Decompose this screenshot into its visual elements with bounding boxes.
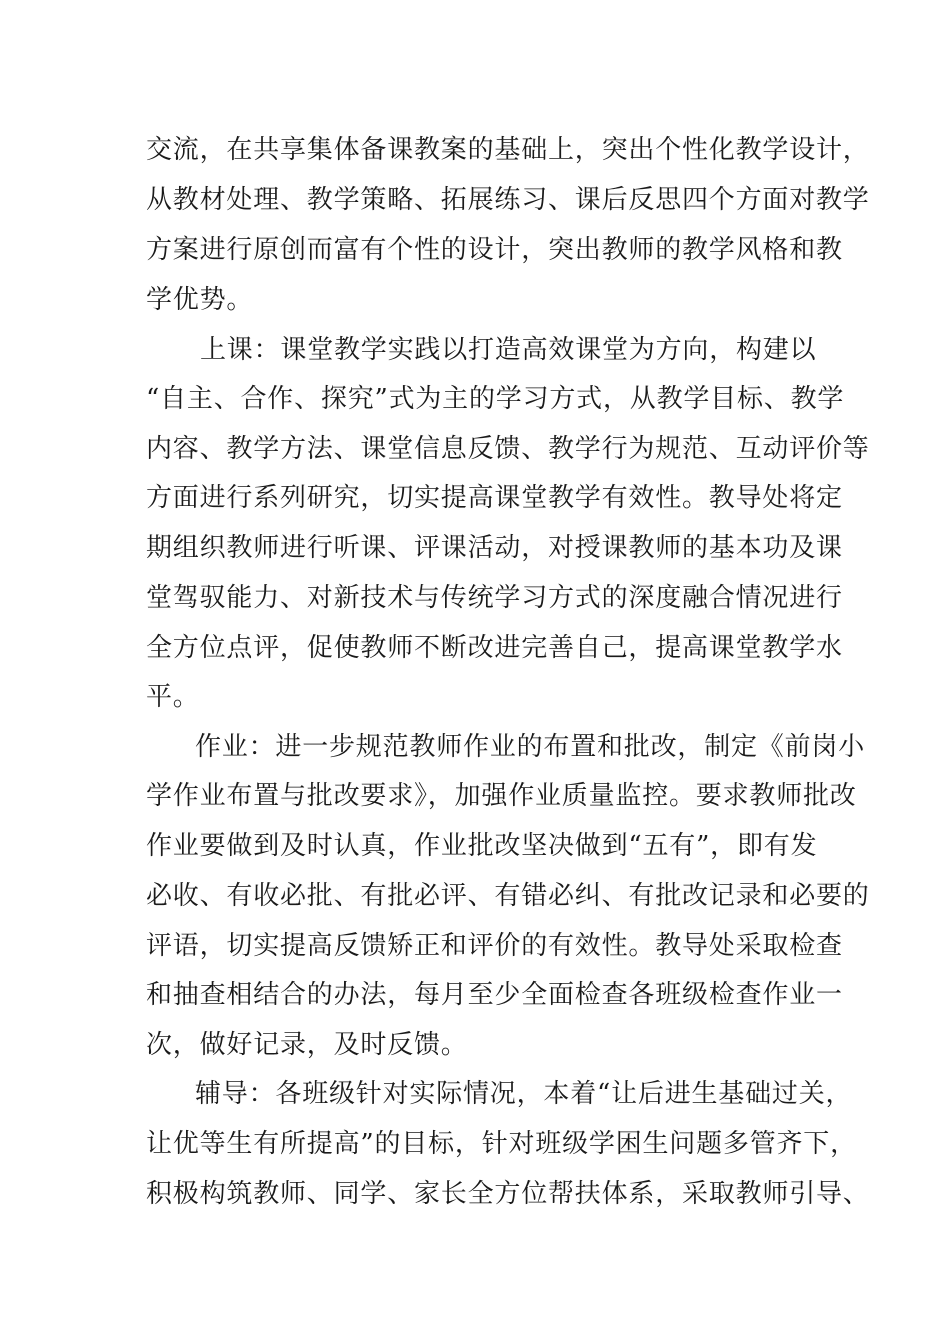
text-line: 从教材处理、教学策略、拓展练习、课后反思四个方面对教学 [146,185,870,215]
text-line: 期组织教师进行听课、评课活动，对授课教师的基本功及课 [146,533,843,563]
text-line: 内容、教学方法、课堂信息反馈、教学行为规范、互动评价等 [146,434,870,464]
text-line: “自主、合作、探究”式为主的学习方式，从教学目标、教学 [146,384,845,414]
text-line: 全方位点评，促使教师不断改进完善自己，提高课堂教学水 [146,633,843,663]
text-line: 堂驾驭能力、对新技术与传统学习方式的深度融合情况进行 [146,583,843,613]
text-line: 和抽查相结合的办法，每月至少全面检查各班级检查作业一 [146,980,843,1010]
text-line: 方面进行系列研究，切实提高课堂教学有效性。教导处将定 [146,483,843,513]
text-line: 上课：课堂教学实践以打造高效课堂为方向，构建以 [200,335,817,365]
text-line: 学优势。 [146,285,254,315]
text-line: 作业要做到及时认真，作业批改坚决做到“五有”，即有发 [146,831,818,861]
text-line: 学作业布置与批改要求》，加强作业质量监控。要求教师批改 [146,781,857,811]
text-line: 交流，在共享集体备课教案的基础上，突出个性化教学设计， [146,135,870,165]
text-line: 方案进行原创而富有个性的设计，突出教师的教学风格和教 [146,235,843,265]
text-line: 评语，切实提高反馈矫正和评价的有效性。教导处采取检查 [146,931,843,961]
text-line: 次，做好记录，及时反馈。 [146,1030,468,1060]
text-line: 作业：进一步规范教师作业的布置和批改，制定《前岗小 [195,732,866,762]
text-line: 让优等生有所提高”的目标，针对班级学困生问题多管齐下， [146,1129,857,1159]
text-line: 必收、有收必批、有批必评、有错必纠、有批改记录和必要的 [146,881,870,911]
text-line: 平。 [146,682,200,712]
text-line: 积极构筑教师、同学、家长全方位帮扶体系，采取教师引导、 [146,1179,870,1209]
text-line: 辅导：各班级针对实际情况，本着“让后进生基础过关， [195,1079,853,1109]
